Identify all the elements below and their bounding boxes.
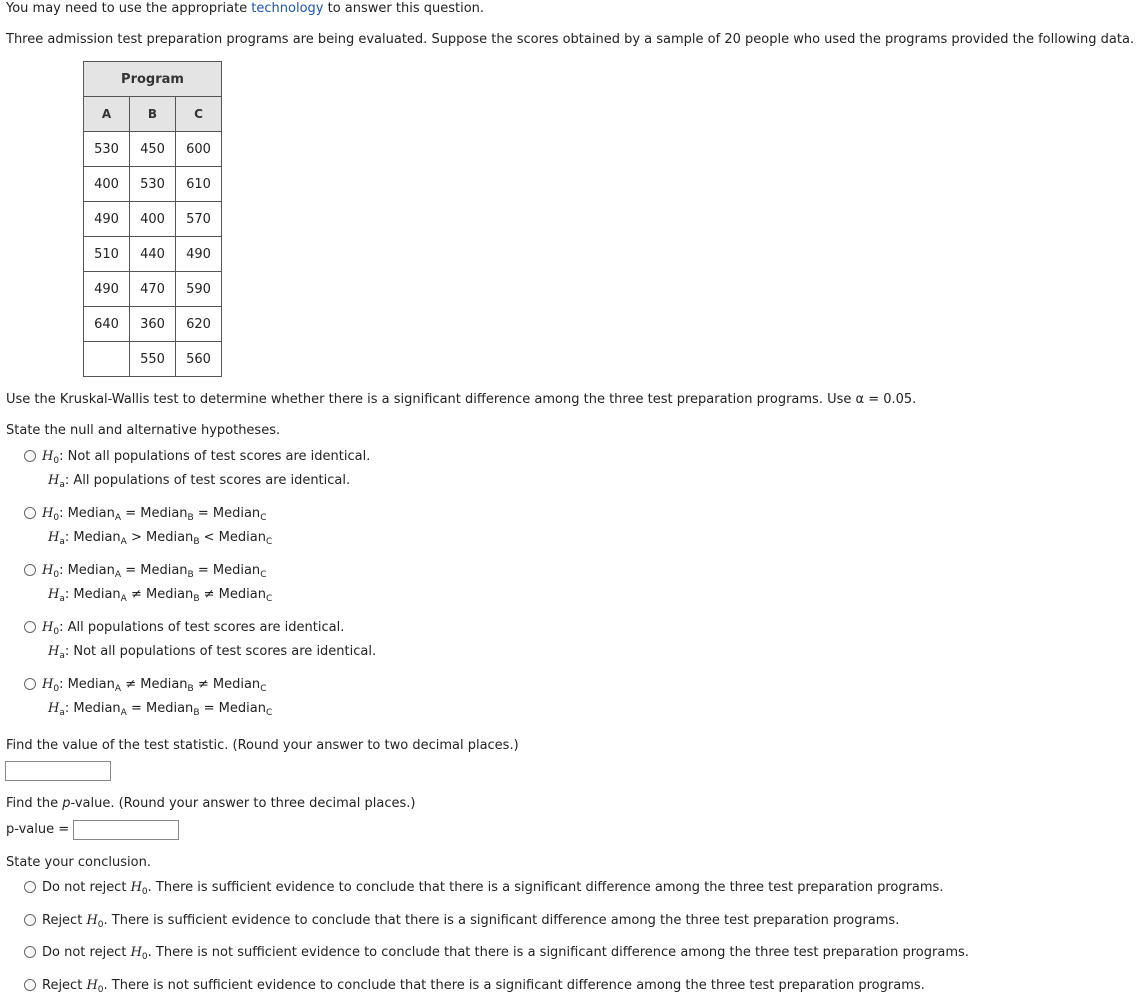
table-row <box>84 167 222 202</box>
hypothesis-option-2-h0: $H_0$: Median$_A$ = Median$_B$ = Median$_C$ <box>42 506 267 523</box>
hypothesis-option-2-ha: $H_a$: Median$_A$ > Median$_B$ < Median$_C$ <box>48 530 273 547</box>
table-row <box>84 202 222 237</box>
table-cell: 600 <box>176 132 222 167</box>
table-cell <box>84 342 130 377</box>
pvalue-prompt: Find the p-value. (Round your answer to three decimal places.) <box>6 796 416 811</box>
table-cell: 590 <box>176 272 222 307</box>
hypothesis-option-3-h0: $H_0$: Median$_A$ = Median$_B$ = Median$_C$ <box>42 563 267 580</box>
conclusion-option-4-label: Reject $H_0$. There is not sufficient evidence to conclude that there is a significant difference among the three test preparation programs. <box>42 978 925 995</box>
conclusion-prompt: State your conclusion. <box>6 855 151 870</box>
hypothesis-option-3-ha: $H_a$: Median$_A$ ≠ Median$_B$ ≠ Median$_C$ <box>48 587 273 604</box>
table-row <box>84 342 222 377</box>
hypothesis-option-5-ha: $H_a$: Median$_A$ = Median$_B$ = Median$_C$ <box>48 701 273 718</box>
table-cell: 490 <box>176 237 222 272</box>
hypothesis-option-5-radio[interactable] <box>24 678 36 690</box>
table-cell: 570 <box>176 202 222 237</box>
table-cell: 640 <box>84 307 130 342</box>
conclusion-option-3-radio[interactable] <box>24 946 36 958</box>
table-row <box>84 132 222 167</box>
table-cell: 560 <box>176 342 222 377</box>
kruskal-wallis-instruction: Use the Kruskal-Wallis test to determine whether there is a significant difference among the three test preparation programs. Use α = 0.05. <box>6 392 917 407</box>
conclusion-option-1-label: Do not reject $H_0$. There is sufficient evidence to conclude that there is a significant difference among the three test preparation programs. <box>42 880 944 897</box>
hypotheses-prompt: State the null and alternative hypotheses. <box>6 423 281 438</box>
conclusion-option-4-radio[interactable] <box>24 979 36 991</box>
table-cell: 450 <box>130 132 176 167</box>
hypothesis-option-4-h0: $H_0$: All populations of test scores are identical. <box>42 620 345 637</box>
table-cell: 530 <box>84 132 130 167</box>
technology-link[interactable]: technology <box>251 1 324 16</box>
hypothesis-option-4-radio[interactable] <box>24 621 36 633</box>
table-row <box>84 237 222 272</box>
table-cell: 620 <box>176 307 222 342</box>
table-cell: 490 <box>84 272 130 307</box>
test-statistic-input[interactable] <box>5 761 111 781</box>
hypothesis-option-3-radio[interactable] <box>24 564 36 576</box>
table-cell: 400 <box>130 202 176 237</box>
intro-text: You may need to use the appropriate technology to answer this question. <box>6 1 485 16</box>
pvalue-input[interactable] <box>73 820 179 840</box>
test-statistic-prompt: Find the value of the test statistic. (Round your answer to two decimal places.) <box>6 738 519 753</box>
pvalue-label: p-value = <box>6 822 70 837</box>
problem-text: Three admission test preparation programs are being evaluated. Suppose the scores obtained by a sample of 20 people who used the programs provided the following data. <box>6 32 1135 47</box>
table-cell: 530 <box>130 167 176 202</box>
column-header-a: A <box>84 97 130 132</box>
conclusion-option-2-radio[interactable] <box>24 914 36 926</box>
hypothesis-option-4-ha: $H_a$: Not all populations of test scores are identical. <box>48 644 377 661</box>
table-row <box>84 272 222 307</box>
column-header-c: C <box>176 97 222 132</box>
table-cell: 360 <box>130 307 176 342</box>
table-cell: 550 <box>130 342 176 377</box>
hypothesis-option-2-radio[interactable] <box>24 507 36 519</box>
table-cell: 440 <box>130 237 176 272</box>
conclusion-option-1-radio[interactable] <box>24 881 36 893</box>
hypothesis-option-5-h0: $H_0$: Median$_A$ ≠ Median$_B$ ≠ Median$_C$ <box>42 677 267 694</box>
table-row <box>84 307 222 342</box>
table-cell: 510 <box>84 237 130 272</box>
hypothesis-option-1-h0: $H_0$: Not all populations of test scores are identical. <box>42 449 371 466</box>
conclusion-option-3-label: Do not reject $H_0$. There is not sufficient evidence to conclude that there is a significant difference among the three test preparation programs. <box>42 945 969 962</box>
hypothesis-option-1-ha: $H_a$: All populations of test scores are identical. <box>48 473 351 490</box>
hypothesis-option-1-radio[interactable] <box>24 450 36 462</box>
program-scores-table <box>83 61 222 377</box>
table-cell: 610 <box>176 167 222 202</box>
column-header-b: B <box>130 97 176 132</box>
conclusion-option-2-label: Reject $H_0$. There is sufficient evidence to conclude that there is a significant difference among the three test preparation programs. <box>42 913 900 930</box>
table-title: Program <box>84 62 222 97</box>
table-cell: 400 <box>84 167 130 202</box>
table-cell: 470 <box>130 272 176 307</box>
table-cell: 490 <box>84 202 130 237</box>
